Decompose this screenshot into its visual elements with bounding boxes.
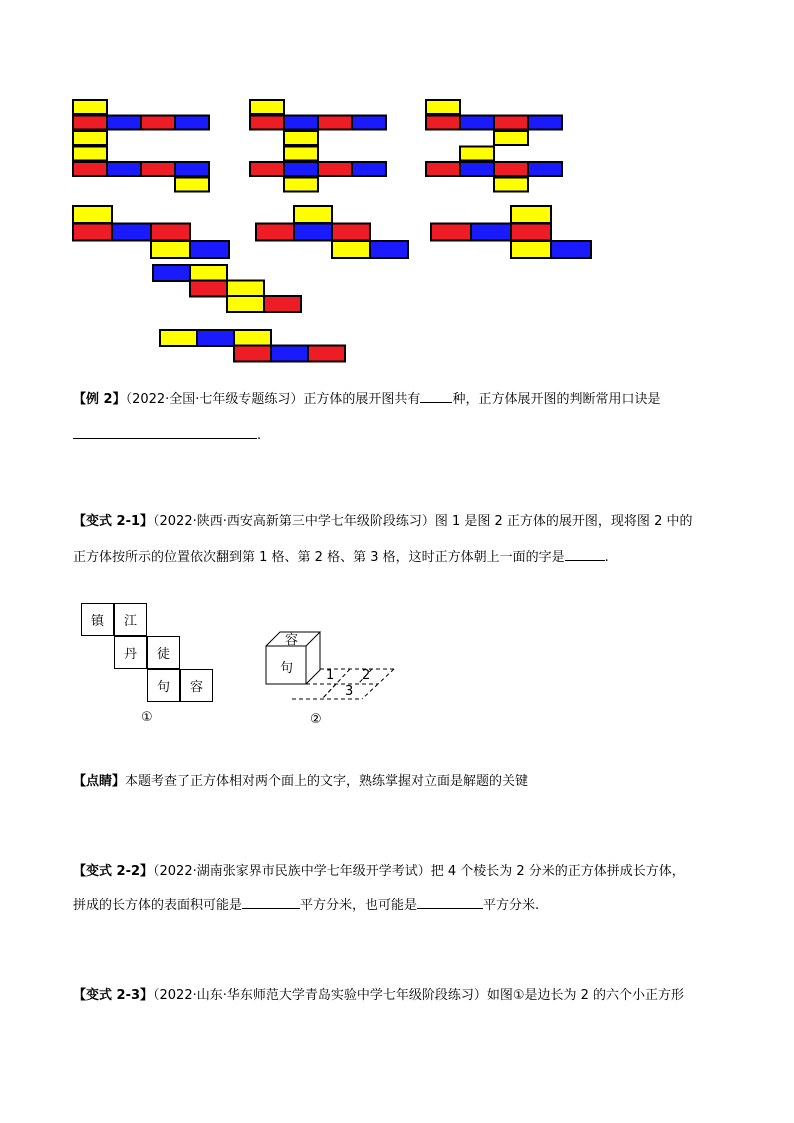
- variant-2-3-tag: 【变式 2-3】: [73, 988, 154, 1003]
- net-face: [141, 116, 175, 130]
- fig1-cell-tu: 徒: [147, 636, 180, 669]
- example-2-line-2: [73, 424, 261, 446]
- comment-line: [73, 772, 528, 792]
- net-face: [528, 162, 562, 176]
- net-face: [73, 224, 112, 241]
- net-face: [284, 147, 318, 161]
- net-face: [494, 162, 528, 176]
- net-face: [190, 281, 227, 297]
- net-face: [234, 330, 271, 346]
- net-face: [264, 296, 301, 312]
- variant-2-2-question-b: 平方分米，也可能是: [300, 898, 418, 913]
- net-face: [511, 224, 551, 241]
- net-face: [352, 162, 386, 176]
- net-face: [73, 116, 107, 130]
- variant-2-1-end: .: [604, 550, 609, 565]
- fig1-cell-rong: 容: [180, 669, 213, 702]
- net-face: [190, 241, 229, 258]
- net-face: [511, 206, 551, 223]
- figure-1-label: ①: [141, 710, 153, 725]
- net-face: [494, 131, 528, 145]
- variant-2-2-question-a: 拼成的长方体的表面积可能是: [73, 898, 243, 913]
- net-face: [190, 265, 227, 281]
- grid-cell-3: 3: [345, 684, 354, 699]
- net-face: [308, 346, 345, 362]
- net-face: [370, 241, 408, 258]
- fig1-cell-zhen: 镇: [81, 603, 114, 636]
- net-face: [73, 100, 107, 114]
- fig1-cell-dan: 丹: [114, 636, 147, 669]
- variant-2-1-line-2: [73, 546, 609, 568]
- net-face: [175, 162, 209, 176]
- cube-top-char: 容: [285, 633, 299, 648]
- net-face: [73, 131, 107, 145]
- fig1-cell-jiang: 江: [114, 603, 147, 636]
- net-face: [175, 178, 209, 192]
- figure-2-label: ②: [310, 712, 322, 727]
- net-face: [431, 224, 471, 241]
- net-face: [426, 162, 460, 176]
- example-2-end: .: [257, 428, 262, 443]
- example-2-question-cont: 种，正方体展开图的判断常用口诀是: [452, 392, 661, 407]
- net-face: [511, 241, 551, 258]
- net-face: [250, 162, 284, 176]
- net-face: [107, 162, 141, 176]
- example-2-blank-count[interactable]: [420, 388, 452, 403]
- net-face: [460, 162, 494, 176]
- net-face: [460, 147, 494, 161]
- net-face: [426, 116, 460, 130]
- comment-tag: 【点睛】: [73, 774, 126, 789]
- variant-2-2-tag: 【变式 2-2】: [73, 864, 154, 879]
- net-face: [528, 116, 562, 130]
- cube-net-7: [153, 265, 301, 312]
- variant-2-2-question-c: 平方分米.: [483, 898, 540, 913]
- fig1-cell-ju: 句: [147, 669, 180, 702]
- example-2-line-1: [73, 388, 660, 410]
- net-face: [332, 224, 370, 241]
- net-face: [332, 241, 370, 258]
- net-face: [271, 346, 308, 362]
- cube-net-6: [431, 206, 591, 258]
- grid-cell-2: 2: [362, 668, 371, 683]
- net-face: [352, 116, 386, 130]
- variant-2-2-line-2: [73, 894, 539, 916]
- cube-front-char: 句: [280, 661, 294, 676]
- net-face: [294, 206, 332, 223]
- grid-cell-1: 1: [326, 668, 335, 683]
- net-face: [227, 281, 264, 297]
- example-2-blank-rule[interactable]: [73, 424, 257, 439]
- cube-net-4: [73, 206, 229, 258]
- net-face: [426, 100, 460, 114]
- net-face: [460, 116, 494, 130]
- net-face: [471, 224, 511, 241]
- net-face: [197, 330, 234, 346]
- variant-2-2-question: （2022·湖南张家界市民族中学七年级开学考试）把 4 个棱长为 2 分米的正方体拼成长方体，: [153, 864, 685, 879]
- net-face: [256, 224, 294, 241]
- variant-2-3-question: （2022·山东·华东师范大学青岛实验中学七年级阶段练习）如图①是边长为 2 的六个小正方形: [153, 988, 685, 1003]
- cube-nets-figure: [0, 0, 794, 380]
- comment-text: 本题考查了正方体相对两个面上的文字，熟练掌握对立面是解题的关键: [125, 774, 529, 789]
- variant-2-1-line-1: [73, 512, 692, 532]
- net-face: [318, 116, 352, 130]
- net-face: [73, 206, 112, 223]
- net-face: [160, 330, 197, 346]
- net-face: [73, 162, 107, 176]
- net-face: [494, 178, 528, 192]
- cube-net-8: [160, 330, 345, 362]
- net-face: [551, 241, 591, 258]
- net-face: [284, 131, 318, 145]
- net-face: [151, 241, 190, 258]
- cube-net-1: [73, 100, 209, 192]
- net-face: [227, 296, 264, 312]
- variant-2-2-blank-1[interactable]: [242, 894, 300, 909]
- net-face: [294, 224, 332, 241]
- net-face: [250, 116, 284, 130]
- net-face: [234, 346, 271, 362]
- variant-2-1-question: （2022·陕西·西安高新第三中学七年级阶段练习）图 1 是图 2 正方体的展开图，现将图 2 中的: [153, 514, 693, 529]
- net-face: [284, 162, 318, 176]
- variant-2-1-blank[interactable]: [565, 546, 605, 561]
- net-face: [284, 178, 318, 192]
- example-2-question: （2022·全国·七年级专题练习）正方体的展开图共有: [125, 392, 421, 407]
- net-face: [250, 100, 284, 114]
- net-face: [151, 224, 190, 241]
- net-face: [112, 224, 151, 241]
- net-face: [153, 265, 190, 281]
- net-face: [175, 116, 209, 130]
- variant-2-3-line-1: [73, 986, 684, 1006]
- variant-2-2-blank-2[interactable]: [417, 894, 483, 909]
- variant-2-1-tag: 【变式 2-1】: [73, 514, 154, 529]
- net-face: [318, 162, 352, 176]
- example-2-tag: 【例 2】: [73, 392, 126, 407]
- variant-2-1-question-cont: 正方体按所示的位置依次翻到第 1 格、第 2 格、第 3 格，这时正方体朝上一面的字是: [73, 550, 565, 565]
- net-face: [107, 116, 141, 130]
- variant-2-2-line-1: [73, 862, 685, 882]
- cube-net-2: [250, 100, 386, 192]
- net-face: [73, 147, 107, 161]
- net-face: [284, 116, 318, 130]
- net-face: [494, 116, 528, 130]
- cube-net-5: [256, 206, 408, 258]
- net-face: [141, 162, 175, 176]
- cube-net-3: [426, 100, 562, 192]
